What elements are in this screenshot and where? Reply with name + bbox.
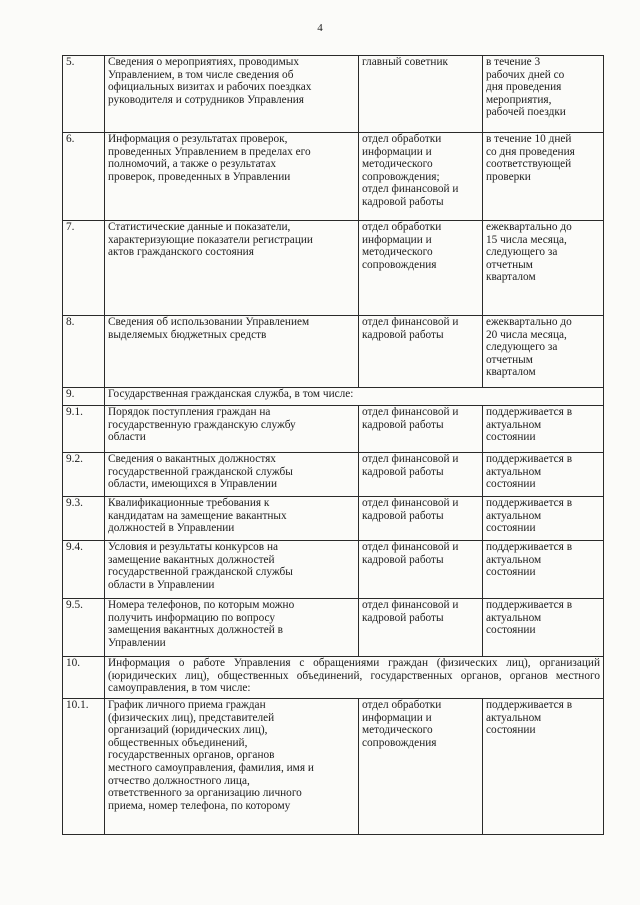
table-row [63, 406, 604, 453]
row-number: 9.5. [63, 599, 105, 657]
row-number: 5. [63, 56, 105, 133]
information-table [62, 55, 604, 835]
deadline-cell: ежеквартально до 20 числа месяца, следующего за отчетным кварталом [483, 316, 604, 388]
info-cell: Информация о результатах проверок, проведенных Управлением в пределах его полномочий, а также о результатах проверок, проведенных в Управлении [105, 133, 359, 221]
responsible-cell: отдел финансовой и кадровой работы [359, 316, 483, 388]
info-cell: Статистические данные и показатели, характеризующие показатели регистрации актов гражданского состояния [105, 221, 359, 316]
section-heading: Информация о работе Управления с обращениями граждан (физических лиц), организаций (юридических лиц), общественных объединений, государственных органов, органов местного самоуправления, в том числе: [105, 657, 604, 699]
responsible-cell: отдел обработки информации и методического сопровождения [359, 699, 483, 835]
row-number: 10.1. [63, 699, 105, 835]
responsible-cell: отдел обработки информации и методического сопровождения; отдел финансовой и кадровой работы [359, 133, 483, 221]
table-row [63, 699, 604, 835]
row-number: 9.4. [63, 541, 105, 599]
deadline-cell: в течение 10 дней со дня проведения соответствующей проверки [483, 133, 604, 221]
deadline-cell: ежеквартально до 15 числа месяца, следующего за отчетным кварталом [483, 221, 604, 316]
info-cell: Порядок поступления граждан на государственную гражданскую службу области [105, 406, 359, 453]
responsible-cell: главный советник [359, 56, 483, 133]
deadline-cell: поддерживается в актуальном состоянии [483, 599, 604, 657]
deadline-cell: поддерживается в актуальном состоянии [483, 497, 604, 541]
deadline-cell: поддерживается в актуальном состоянии [483, 699, 604, 835]
table-row [63, 541, 604, 599]
deadline-cell: поддерживается в актуальном состоянии [483, 541, 604, 599]
section-row [63, 657, 604, 699]
responsible-cell: отдел финансовой и кадровой работы [359, 497, 483, 541]
table-row [63, 453, 604, 497]
table-row [63, 599, 604, 657]
responsible-cell: отдел финансовой и кадровой работы [359, 599, 483, 657]
info-cell: Сведения о вакантных должностях государственной гражданской службы области, имеющихся в Управлении [105, 453, 359, 497]
responsible-cell: отдел обработки информации и методического сопровождения [359, 221, 483, 316]
responsible-cell: отдел финансовой и кадровой работы [359, 406, 483, 453]
info-cell: Сведения об использовании Управлением выделяемых бюджетных средств [105, 316, 359, 388]
table-row [63, 316, 604, 388]
info-cell: График личного приема граждан (физических лиц), представителей организаций (юридических лиц), общественных объединений, государственных органов, органов местного самоуправления, фамилия, имя и отчество должностного лица, ответственного за организацию личного приема, номер телефона, по которому [105, 699, 359, 835]
deadline-cell: поддерживается в актуальном состоянии [483, 406, 604, 453]
section-heading: Государственная гражданская служба, в том числе: [105, 388, 604, 406]
row-number: 9.1. [63, 406, 105, 453]
table-row [63, 56, 604, 133]
deadline-cell: в течение 3 рабочих дней со дня проведения мероприятия, рабочей поездки [483, 56, 604, 133]
row-number: 9. [63, 388, 105, 406]
deadline-cell: поддерживается в актуальном состоянии [483, 453, 604, 497]
table-row [63, 133, 604, 221]
section-row [63, 388, 604, 406]
row-number: 9.2. [63, 453, 105, 497]
info-cell: Сведения о мероприятиях, проводимых Управлением, в том числе сведения об официальных визитах и рабочих поездках руководителя и сотрудников Управления [105, 56, 359, 133]
info-cell: Квалификационные требования к кандидатам на замещение вакантных должностей в Управлении [105, 497, 359, 541]
row-number: 8. [63, 316, 105, 388]
page-number: 4 [317, 22, 323, 34]
row-number: 10. [63, 657, 105, 699]
info-cell: Номера телефонов, по которым можно получить информацию по вопросу замещения вакантных должностей в Управлении [105, 599, 359, 657]
row-number: 6. [63, 133, 105, 221]
table-row [63, 497, 604, 541]
table-row [63, 221, 604, 316]
row-number: 7. [63, 221, 105, 316]
responsible-cell: отдел финансовой и кадровой работы [359, 453, 483, 497]
info-cell: Условия и результаты конкурсов на замещение вакантных должностей государственной гражданской службы области в Управлении [105, 541, 359, 599]
responsible-cell: отдел финансовой и кадровой работы [359, 541, 483, 599]
row-number: 9.3. [63, 497, 105, 541]
